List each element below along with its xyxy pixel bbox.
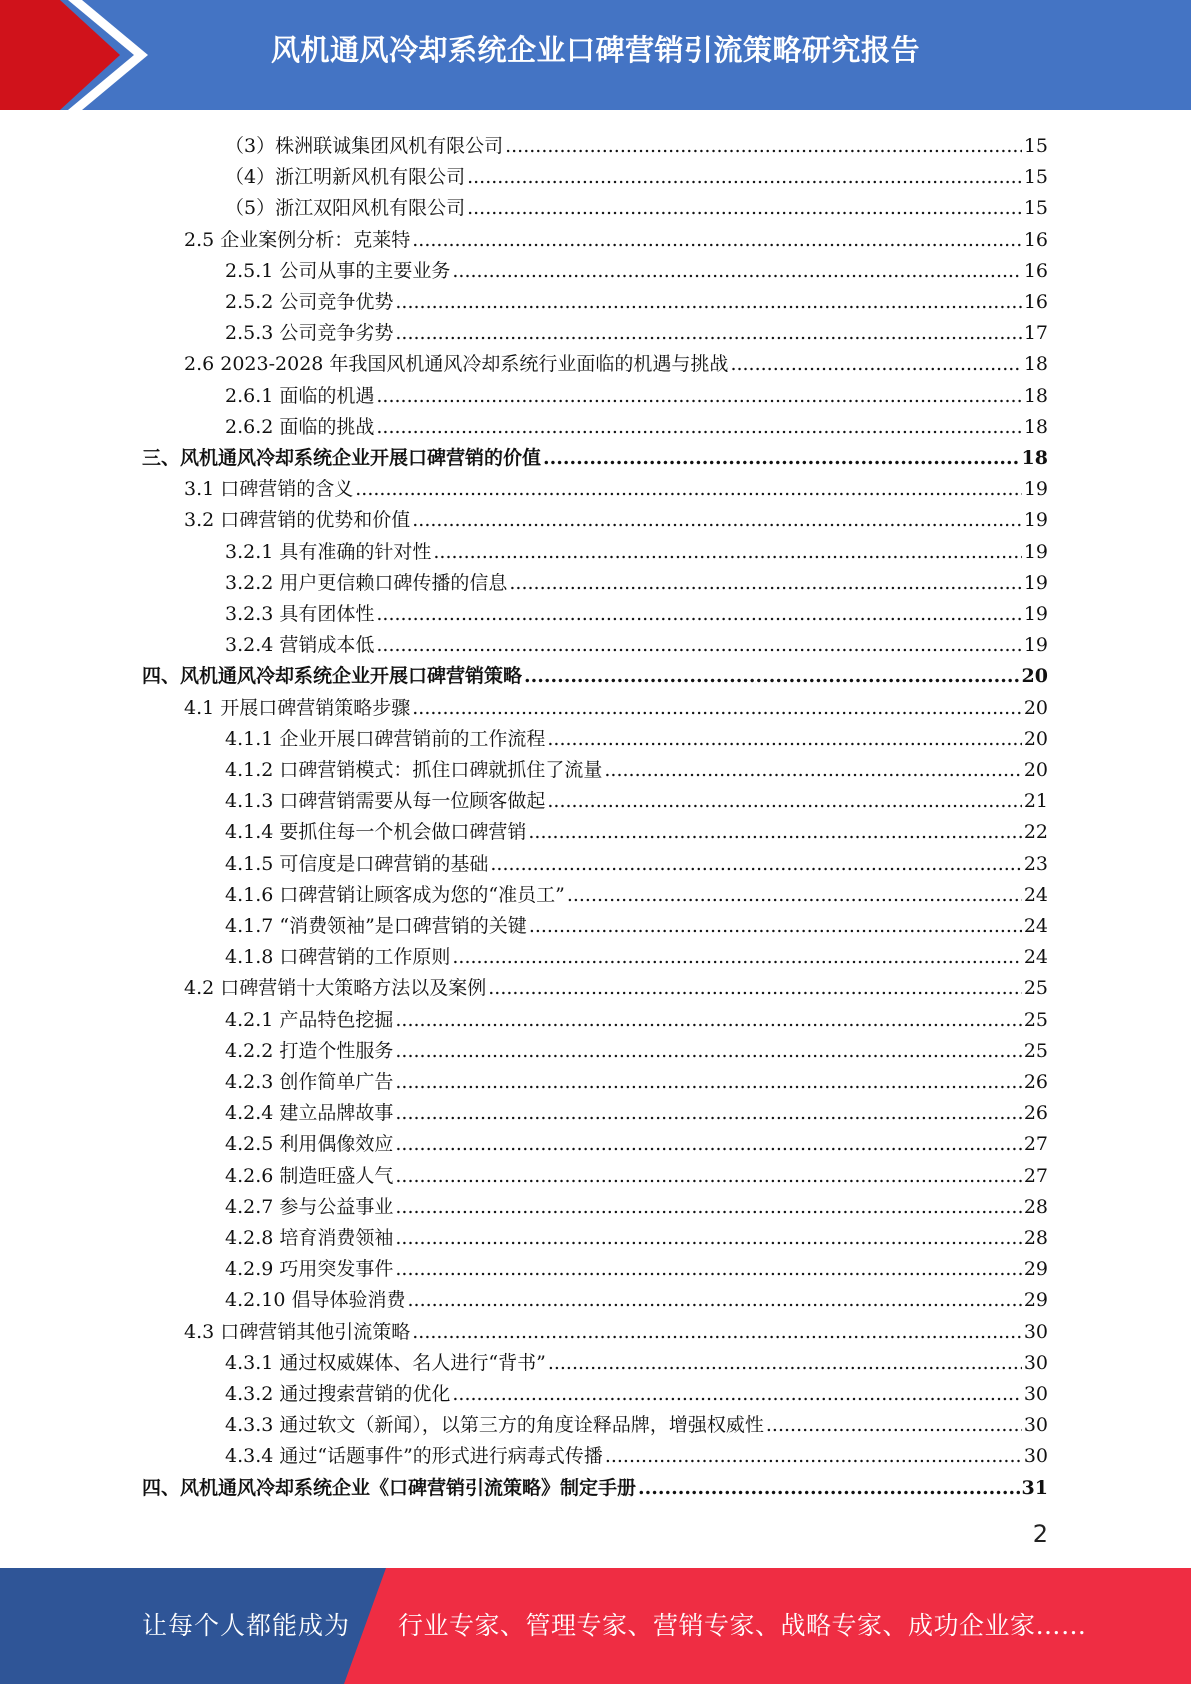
toc-entry-label: 2.5.2 公司竞争优势 bbox=[225, 291, 394, 313]
toc-entry[interactable] bbox=[225, 1406, 1048, 1437]
toc-entry-label: 2.5 企业案例分析：克莱特 bbox=[184, 228, 411, 251]
toc-entry[interactable] bbox=[225, 595, 1048, 626]
toc-entry-label: 4.3 口碑营销其他引流策略 bbox=[184, 1320, 411, 1343]
toc-entry-label: 4.2.3 创作简单广告 bbox=[225, 1071, 394, 1093]
toc-entry-label: 四、风机通风冷却系统企业《口碑营销引流策略》制定手册 bbox=[142, 1476, 637, 1499]
toc-leader-dots bbox=[529, 914, 1022, 938]
toc-leader-dots bbox=[407, 1288, 1021, 1312]
toc-entry-label: 2.5.3 公司竞争劣势 bbox=[225, 322, 394, 345]
toc-leader-dots bbox=[395, 290, 1021, 314]
toc-entry-page: 25 bbox=[1023, 977, 1048, 1000]
toc-leader-dots bbox=[467, 196, 1022, 220]
toc-entry[interactable] bbox=[225, 938, 1048, 969]
toc-entry[interactable] bbox=[225, 533, 1048, 564]
toc-entry-label: 三、风机通风冷却系统企业开展口碑营销的价值 bbox=[142, 447, 542, 469]
toc-leader-dots bbox=[376, 384, 1021, 408]
toc-leader-dots bbox=[376, 415, 1021, 439]
toc-entry-label: 3.1 口碑营销的含义 bbox=[184, 478, 354, 501]
toc-leader-dots bbox=[355, 477, 1022, 501]
toc-entry[interactable] bbox=[184, 501, 1048, 532]
toc-entry[interactable] bbox=[142, 439, 1048, 470]
toc-leader-dots bbox=[528, 820, 1021, 844]
footer-slogan-right: 行业专家、管理专家、营销专家、战略专家、成功企业家…… bbox=[398, 1611, 1087, 1640]
toc-entry[interactable] bbox=[225, 252, 1048, 283]
toc-entry-page: 20 bbox=[1023, 696, 1048, 719]
toc-entry-page: 28 bbox=[1023, 1195, 1048, 1218]
toc-entry[interactable] bbox=[225, 876, 1048, 907]
toc-entry[interactable] bbox=[225, 1094, 1048, 1125]
toc-entry-page: 18 bbox=[1023, 384, 1048, 407]
toc-entry-page: 31 bbox=[1021, 1476, 1048, 1499]
toc-entry[interactable] bbox=[184, 689, 1048, 720]
toc-entry-page: 15 bbox=[1023, 135, 1048, 157]
toc-entry-page: 27 bbox=[1023, 1164, 1048, 1187]
toc-entry-page: 19 bbox=[1023, 509, 1048, 532]
toc-entry-label: 2.5.1 公司从事的主要业务 bbox=[225, 259, 451, 282]
toc-entry-page: 30 bbox=[1023, 1414, 1048, 1437]
toc-leader-dots bbox=[376, 602, 1021, 626]
toc-entry-page: 23 bbox=[1023, 852, 1048, 875]
toc-entry-page: 20 bbox=[1023, 759, 1048, 781]
toc-entry-label: 4.2.7 参与公益事业 bbox=[225, 1195, 394, 1218]
page-header bbox=[0, 0, 1191, 110]
toc-entry-label: 4.1 开展口碑营销策略步骤 bbox=[184, 696, 411, 719]
toc-entry-page: 19 bbox=[1023, 540, 1048, 563]
toc-leader-dots bbox=[395, 1164, 1021, 1188]
toc-entry-page: 22 bbox=[1023, 821, 1048, 844]
toc-leader-dots bbox=[467, 165, 1022, 189]
toc-leader-dots bbox=[412, 696, 1022, 720]
toc-entry-label: （4）浙江明新风机有限公司 bbox=[225, 166, 466, 189]
toc-entry[interactable] bbox=[225, 314, 1048, 345]
toc-entry[interactable] bbox=[225, 564, 1048, 595]
toc-leader-dots bbox=[395, 1257, 1021, 1281]
toc-entry[interactable] bbox=[184, 345, 1048, 376]
toc-entry-page: 15 bbox=[1023, 197, 1048, 220]
toc-entry-page: 19 bbox=[1023, 634, 1048, 657]
toc-entry-label: （3）株洲联诚集团风机有限公司 bbox=[225, 135, 504, 157]
toc-entry-page: 18 bbox=[1023, 415, 1048, 438]
toc-entry[interactable] bbox=[225, 127, 1048, 158]
page-number: 2 bbox=[1032, 1520, 1048, 1548]
toc-leader-dots bbox=[412, 228, 1022, 252]
toc-leader-dots bbox=[412, 1320, 1022, 1344]
toc-entry[interactable] bbox=[225, 1219, 1048, 1250]
toc-entry-page: 29 bbox=[1023, 1289, 1048, 1312]
toc-entry[interactable] bbox=[225, 283, 1048, 314]
toc-entry-page: 19 bbox=[1023, 603, 1048, 625]
toc-entry-label: 4.3.2 通过搜索营销的优化 bbox=[225, 1383, 451, 1405]
toc-leader-dots bbox=[433, 540, 1021, 564]
toc-entry-label: 2.6 2023-2028 年我国风机通风冷却系统行业面临的机遇与挑战 bbox=[184, 353, 729, 376]
report-title: 风机通风冷却系统企业口碑营销引流策略研究报告 bbox=[270, 33, 920, 67]
toc-entry-label: 4.2.9 巧用突发事件 bbox=[225, 1258, 394, 1281]
toc-leader-dots bbox=[548, 1351, 1022, 1375]
toc-entry-label: 4.1.2 口碑营销模式：抓住口碑就抓住了流量 bbox=[225, 759, 603, 781]
toc-entry-page: 16 bbox=[1023, 228, 1048, 251]
toc-entry-page: 17 bbox=[1023, 322, 1048, 345]
toc-entry-page: 30 bbox=[1023, 1445, 1048, 1468]
toc-entry-label: 3.2.3 具有团体性 bbox=[225, 603, 375, 625]
toc-leader-dots bbox=[452, 1382, 1021, 1406]
toc-leader-dots bbox=[395, 1195, 1021, 1219]
toc-entry[interactable] bbox=[225, 1250, 1048, 1281]
toc-entry[interactable] bbox=[225, 1063, 1048, 1094]
toc-leader-dots bbox=[604, 758, 1021, 782]
page-footer bbox=[0, 1568, 1191, 1684]
footer-slogan-left: 让每个人都能成为 bbox=[142, 1611, 351, 1640]
toc-entry[interactable] bbox=[225, 189, 1048, 220]
toc-entry-page: 26 bbox=[1023, 1102, 1048, 1125]
toc-entry-page: 25 bbox=[1023, 1039, 1048, 1062]
toc-entry-label: 4.2.6 制造旺盛人气 bbox=[225, 1164, 394, 1187]
toc-leader-dots bbox=[547, 789, 1021, 813]
toc-entry-label: 4.2.4 建立品牌故事 bbox=[225, 1102, 394, 1125]
toc-entry-label: 3.2 口碑营销的优势和价值 bbox=[184, 509, 411, 532]
toc-entry-page: 19 bbox=[1023, 478, 1048, 501]
toc-entry-page: 19 bbox=[1023, 571, 1048, 594]
toc-leader-dots bbox=[395, 1070, 1021, 1094]
toc-leader-dots bbox=[395, 1039, 1021, 1063]
toc-leader-dots bbox=[730, 352, 1021, 376]
toc-leader-dots bbox=[605, 1444, 1022, 1468]
toc-entry-page: 24 bbox=[1023, 915, 1048, 937]
toc-entry-label: 3.2.2 用户更信赖口碑传播的信息 bbox=[225, 571, 508, 594]
toc-entry-label: 4.1.3 口碑营销需要从每一位顾客做起 bbox=[225, 790, 546, 813]
toc-entry-label: （5）浙江双阳风机有限公司 bbox=[225, 197, 466, 220]
toc-entry-label: 4.2.10 倡导体验消费 bbox=[225, 1289, 406, 1312]
toc-entry-label: 4.1.5 可信度是口碑营销的基础 bbox=[225, 852, 489, 875]
toc-entry-label: 4.1.4 要抓住每一个机会做口碑营销 bbox=[225, 821, 527, 844]
toc-entry[interactable] bbox=[225, 1375, 1048, 1406]
toc-leader-dots bbox=[505, 134, 1022, 158]
toc-entry[interactable] bbox=[225, 1344, 1048, 1375]
toc-leader-dots bbox=[395, 321, 1021, 345]
toc-leader-dots bbox=[567, 883, 1022, 907]
toc-leader-dots bbox=[488, 976, 1022, 1000]
toc-leader-dots bbox=[452, 945, 1021, 969]
toc-leader-dots bbox=[524, 664, 1020, 688]
toc-entry[interactable] bbox=[184, 969, 1048, 1000]
toc-entry-label: 4.1.1 企业开展口碑营销前的工作流程 bbox=[225, 727, 546, 750]
toc-leader-dots bbox=[490, 852, 1021, 876]
toc-entry[interactable] bbox=[225, 158, 1048, 189]
toc-entry[interactable] bbox=[225, 408, 1048, 439]
toc-entry-page: 20 bbox=[1023, 727, 1048, 750]
toc-leader-dots bbox=[376, 633, 1021, 657]
toc-entry-label: 4.2.8 培育消费领袖 bbox=[225, 1227, 394, 1249]
toc-leader-dots bbox=[509, 571, 1021, 595]
toc-entry-label: 4.1.7 “消费领袖”是口碑营销的关键 bbox=[225, 915, 527, 937]
toc-entry-label: 4.2.2 打造个性服务 bbox=[225, 1039, 394, 1062]
toc-entry-label: 3.2.1 具有准确的针对性 bbox=[225, 540, 432, 563]
header-arrow-icon bbox=[0, 0, 160, 110]
toc-entry-page: 18 bbox=[1023, 353, 1048, 376]
toc-entry-page: 16 bbox=[1023, 291, 1048, 313]
toc-entry-page: 16 bbox=[1023, 259, 1048, 282]
toc-entry-page: 24 bbox=[1023, 883, 1048, 906]
toc-entry[interactable] bbox=[225, 813, 1048, 844]
toc-entry-page: 30 bbox=[1023, 1320, 1048, 1343]
toc-leader-dots bbox=[543, 446, 1020, 470]
toc-entry-label: 四、风机通风冷却系统企业开展口碑营销策略 bbox=[142, 665, 523, 688]
toc-leader-dots bbox=[395, 1101, 1021, 1125]
toc-entry-label: 4.2.1 产品特色挖掘 bbox=[225, 1008, 394, 1031]
toc-entry[interactable] bbox=[225, 1437, 1048, 1468]
toc-entry-label: 4.2.5 利用偶像效应 bbox=[225, 1133, 394, 1156]
toc-entry-label: 4.2 口碑营销十大策略方法以及案例 bbox=[184, 977, 487, 1000]
toc-entry-label: 4.3.4 通过“话题事件”的形式进行病毒式传播 bbox=[225, 1445, 603, 1468]
toc-entry[interactable] bbox=[225, 1001, 1048, 1032]
toc-leader-dots bbox=[395, 1226, 1021, 1250]
toc-entry-page: 30 bbox=[1023, 1351, 1048, 1374]
toc-entry[interactable] bbox=[184, 1313, 1048, 1344]
toc-entry-label: 4.3.1 通过权威媒体、名人进行“背书” bbox=[225, 1351, 546, 1374]
toc-leader-dots bbox=[766, 1413, 1022, 1437]
toc-entry-label: 2.6.1 面临的机遇 bbox=[225, 384, 375, 407]
toc-entry[interactable] bbox=[225, 377, 1048, 408]
toc-entry[interactable] bbox=[225, 1157, 1048, 1188]
toc-entry-page: 29 bbox=[1023, 1258, 1048, 1281]
toc-entry[interactable] bbox=[225, 751, 1048, 782]
toc-entry-page: 28 bbox=[1023, 1227, 1048, 1249]
toc-leader-dots bbox=[412, 508, 1022, 532]
toc-entry[interactable] bbox=[225, 626, 1048, 657]
toc-entry[interactable] bbox=[225, 845, 1048, 876]
toc-leader-dots bbox=[395, 1008, 1021, 1032]
toc-entry-page: 21 bbox=[1023, 790, 1048, 813]
toc-entry-label: 4.3.3 通过软文（新闻），以第三方的角度诠释品牌，增强权威性 bbox=[225, 1414, 764, 1437]
toc-entry-page: 25 bbox=[1023, 1008, 1048, 1031]
toc-entry[interactable] bbox=[225, 907, 1048, 938]
toc-entry-label: 4.1.8 口碑营销的工作原则 bbox=[225, 946, 451, 969]
toc-entry-label: 4.1.6 口碑营销让顾客成为您的“准员工” bbox=[225, 883, 565, 906]
toc-entry[interactable] bbox=[184, 470, 1048, 501]
toc-leader-dots bbox=[452, 259, 1021, 283]
toc-entry[interactable] bbox=[225, 720, 1048, 751]
toc-entry-page: 24 bbox=[1023, 946, 1048, 969]
toc-entry-page: 20 bbox=[1021, 665, 1048, 688]
toc-entry[interactable] bbox=[225, 782, 1048, 813]
toc-entry[interactable] bbox=[142, 1469, 1048, 1500]
toc-entry-page: 27 bbox=[1023, 1133, 1048, 1156]
toc-entry-label: 3.2.4 营销成本低 bbox=[225, 634, 375, 657]
toc-leader-dots bbox=[547, 727, 1021, 751]
toc-entry-label: 2.6.2 面临的挑战 bbox=[225, 415, 375, 438]
toc-entry[interactable] bbox=[225, 1281, 1048, 1312]
toc-leader-dots bbox=[638, 1476, 1020, 1500]
toc-entry-page: 30 bbox=[1023, 1383, 1048, 1405]
toc-entry-page: 26 bbox=[1023, 1071, 1048, 1093]
toc-leader-dots bbox=[395, 1132, 1021, 1156]
toc-entry[interactable] bbox=[225, 1188, 1048, 1219]
toc-entry[interactable] bbox=[225, 1032, 1048, 1063]
toc-entry[interactable] bbox=[142, 657, 1048, 688]
toc-entry[interactable] bbox=[184, 221, 1048, 252]
toc-entry-page: 18 bbox=[1021, 447, 1048, 469]
toc-entry-page: 15 bbox=[1023, 166, 1048, 189]
toc-entry[interactable] bbox=[225, 1125, 1048, 1156]
